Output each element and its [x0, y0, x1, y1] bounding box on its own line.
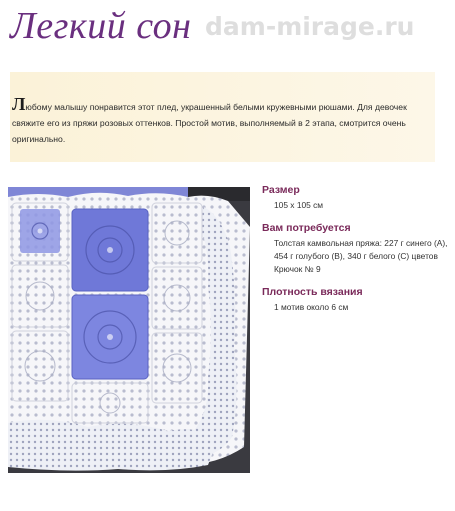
gauge-heading: Плотность вязания: [262, 286, 363, 298]
gauge-block: [262, 301, 452, 314]
materials-heading: Вам потребуется: [262, 222, 351, 234]
intro-text: [12, 96, 407, 147]
blanket-photo: [8, 187, 250, 473]
materials-hook: Крючок № 9: [274, 264, 321, 274]
intro-body: юбому малышу понравится этот плед, украшенный белыми кружевными рюшами. Для девочек свяжите его из пряжи розовых оттенков. Простой мотив, выполняемый в 2 этапа, смотрится очень оригинально.: [12, 102, 407, 144]
watermark: dam-mirage.ru: [205, 12, 415, 41]
size-heading: Размер: [262, 184, 300, 196]
materials-yarn: Толстая камвольная пряжа: 227 г синего (А), 454 г голубого (В), 340 г белого (С) цветов: [274, 238, 448, 261]
materials-block: [262, 237, 452, 276]
motif-grid: [12, 203, 202, 423]
size-value-block: [262, 199, 452, 212]
intro-dropcap: Л: [12, 94, 26, 114]
size-value: 105 х 105 см: [274, 200, 324, 210]
page-title: Легкий сон: [10, 5, 192, 47]
gauge-value: 1 мотив около 6 см: [274, 302, 349, 312]
specs-panel: [262, 184, 452, 324]
